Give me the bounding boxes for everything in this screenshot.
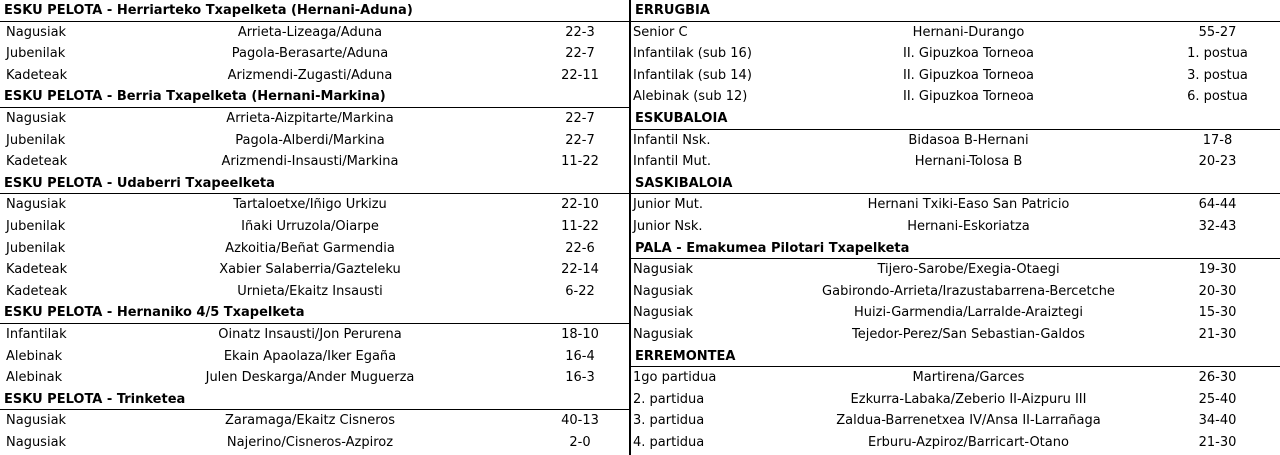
match-cell: Najerino/Cisneros-Azpiroz [226, 435, 394, 450]
match-cell: Julen Deskarga/Ander Muguerza [205, 370, 415, 386]
match-cell: Hernani Txiki-Easo San Patricio [867, 197, 1070, 213]
result-row [631, 410, 1280, 432]
category-cell: Nagusiak [633, 262, 694, 278]
match-cell: Azkoitia/Beñat Garmendia [225, 240, 395, 256]
result-row [0, 151, 629, 173]
result-row [631, 194, 1280, 216]
category-cell: Infantilak [6, 327, 67, 342]
score-cell: 21-30 [1198, 327, 1237, 342]
category-cell: Junior Nsk. [633, 219, 703, 234]
result-row [631, 22, 1280, 44]
score-cell: 20-30 [1198, 283, 1237, 299]
result-row [0, 410, 629, 432]
left-results-column [0, 0, 629, 455]
match-cell: Pagola-Alberdi/Markina [235, 132, 385, 148]
section-header: ESKU PELOTA - Udaberri Txapeelketa [0, 173, 629, 195]
score-cell: 16-4 [565, 348, 595, 364]
category-cell: Alebinak [6, 348, 63, 364]
match-cell: Tijero-Sarobe/Exegia-Otaegi [877, 262, 1060, 278]
score-cell: 22-7 [565, 111, 595, 126]
score-cell: 3. postua [1187, 67, 1248, 83]
score-cell: 18-10 [561, 327, 599, 342]
result-row [0, 108, 629, 130]
category-cell: Nagusiak [6, 435, 67, 450]
score-cell: 6-22 [565, 283, 595, 299]
score-cell: 17-8 [1202, 132, 1233, 148]
score-cell: 15-30 [1198, 305, 1237, 321]
score-cell: 32-43 [1198, 219, 1237, 234]
result-row [0, 65, 629, 87]
match-cell: Hernani-Eskoriatza [907, 219, 1030, 234]
result-row [631, 281, 1280, 303]
score-cell: 11-22 [561, 219, 599, 234]
match-cell: Oinatz Insausti/Jon Perurena [218, 327, 402, 342]
match-cell: Martirena/Garces [912, 370, 1025, 386]
category-cell: Infantil Mut. [633, 154, 711, 170]
match-cell: Pagola-Berasarte/Aduna [231, 46, 389, 62]
category-cell: Nagusiak [6, 413, 67, 429]
category-cell: Infantilak (sub 16) [633, 46, 752, 62]
score-cell: 22-14 [561, 262, 599, 278]
score-cell: 11-22 [561, 154, 599, 170]
result-row [631, 216, 1280, 238]
category-cell: Nagusiak [633, 283, 694, 299]
match-cell: Hernani-Tolosa B [914, 154, 1023, 170]
result-row [631, 389, 1280, 411]
category-cell: Infantilak (sub 14) [633, 67, 752, 83]
section-header: ERRUGBIA [631, 0, 1280, 22]
result-row [0, 346, 629, 368]
match-cell: Arizmendi-Insausti/Markina [221, 154, 399, 170]
match-cell: Gabirondo-Arrieta/Irazustabarrena-Bercetche [822, 283, 1115, 299]
category-cell: Nagusiak [6, 24, 67, 40]
category-cell: Jubenilak [6, 46, 66, 62]
score-cell: 6. postua [1187, 89, 1248, 105]
category-cell: Jubenilak [6, 132, 66, 148]
match-cell: Arizmendi-Zugasti/Aduna [227, 67, 393, 83]
result-row [631, 151, 1280, 173]
result-row [631, 367, 1280, 389]
category-cell: Junior Mut. [633, 197, 704, 213]
match-cell: II. Gipuzkoa Torneoa [902, 46, 1034, 62]
section-header: ERREMONTEA [631, 346, 1280, 368]
category-cell: Jubenilak [6, 219, 66, 234]
category-cell: 4. partidua [633, 435, 705, 450]
result-row [0, 194, 629, 216]
score-cell: 26-30 [1198, 370, 1237, 386]
score-cell: 22-7 [565, 46, 595, 62]
category-cell: Nagusiak [633, 305, 694, 321]
score-cell: 19-30 [1198, 262, 1237, 278]
category-cell: Infantil Nsk. [633, 132, 711, 148]
section-header: ESKU PELOTA - Berria Txapelketa (Hernani-Markina) [0, 86, 629, 108]
score-cell: 64-44 [1198, 197, 1237, 213]
category-cell: Nagusiak [6, 197, 67, 213]
category-cell: Senior C [633, 24, 688, 40]
score-cell: 22-10 [561, 197, 599, 213]
result-row [631, 86, 1280, 108]
result-row [631, 43, 1280, 65]
match-cell: Huizi-Garmendia/Larralde-Araiztegi [854, 305, 1083, 321]
result-row [0, 216, 629, 238]
score-cell: 20-23 [1198, 154, 1237, 170]
score-cell: 16-3 [565, 370, 595, 386]
result-row [0, 367, 629, 389]
result-row [631, 432, 1280, 454]
result-row [0, 22, 629, 44]
section-header: PALA - Emakumea Pilotari Txapelketa [631, 238, 1280, 260]
score-cell: 40-13 [561, 413, 599, 429]
result-row [631, 65, 1280, 87]
result-row [0, 324, 629, 346]
match-cell: Iñaki Urruzola/Oiarpe [241, 219, 379, 234]
category-cell: 3. partidua [633, 413, 705, 429]
score-cell: 25-40 [1198, 391, 1237, 407]
category-cell: 1go partidua [633, 370, 717, 386]
score-cell: 22-7 [565, 132, 595, 148]
result-row [0, 432, 629, 454]
category-cell: Kadeteak [6, 154, 68, 170]
category-cell: Nagusiak [6, 111, 67, 126]
match-cell: Hernani-Durango [912, 24, 1025, 40]
category-cell: Alebinak (sub 12) [633, 89, 748, 105]
score-cell: 1. postua [1187, 46, 1248, 62]
result-row [0, 259, 629, 281]
score-cell: 34-40 [1198, 413, 1237, 429]
score-cell: 55-27 [1198, 24, 1237, 40]
result-row [631, 259, 1280, 281]
result-row [631, 302, 1280, 324]
category-cell: 2. partidua [633, 391, 705, 407]
match-cell: Zaramaga/Ekaitz Cisneros [224, 413, 396, 429]
match-cell: Arrieta-Aizpitarte/Markina [226, 111, 394, 126]
score-cell: 22-3 [565, 24, 595, 40]
result-row [0, 238, 629, 260]
category-cell: Kadeteak [6, 67, 68, 83]
match-cell: Tartaloetxe/Iñigo Urkizu [233, 197, 387, 213]
score-cell: 22-6 [565, 240, 595, 256]
match-cell: Bidasoa B-Hernani [908, 132, 1029, 148]
score-cell: 22-11 [561, 67, 599, 83]
result-row [631, 324, 1280, 346]
category-cell: Kadeteak [6, 283, 68, 299]
score-cell: 2-0 [569, 435, 591, 450]
match-cell: Zaldua-Barrenetxea IV/Ansa II-Larrañaga [836, 413, 1101, 429]
result-row [631, 130, 1280, 152]
match-cell: Ezkurra-Labaka/Zeberio II-Aizpuru III [850, 391, 1087, 407]
section-header: SASKIBALOIA [631, 173, 1280, 195]
match-cell: II. Gipuzkoa Torneoa [902, 67, 1034, 83]
section-header: ESKU PELOTA - Trinketea [0, 389, 629, 411]
section-header: ESKU PELOTA - Herriarteko Txapelketa (Hernani-Aduna) [0, 0, 629, 22]
category-cell: Alebinak [6, 370, 63, 386]
category-cell: Jubenilak [6, 240, 66, 256]
match-cell: Erburu-Azpiroz/Barricart-Otano [868, 435, 1069, 450]
right-results-column [631, 0, 1280, 455]
category-cell: Nagusiak [633, 327, 694, 342]
match-cell: II. Gipuzkoa Torneoa [902, 89, 1034, 105]
match-cell: Urnieta/Ekaitz Insausti [237, 283, 383, 299]
score-cell: 21-30 [1198, 435, 1237, 450]
category-cell: Kadeteak [6, 262, 68, 278]
match-cell: Arrieta-Lizeaga/Aduna [237, 24, 383, 40]
match-cell: Ekain Apaolaza/Iker Egaña [223, 348, 397, 364]
section-header: ESKUBALOIA [631, 108, 1280, 130]
section-header: ESKU PELOTA - Hernaniko 4/5 Txapelketa [0, 302, 629, 324]
match-cell: Xabier Salaberria/Gazteleku [219, 262, 401, 278]
result-row [0, 43, 629, 65]
result-row [0, 281, 629, 303]
result-row [0, 130, 629, 152]
match-cell: Tejedor-Perez/San Sebastian-Galdos [852, 327, 1085, 342]
